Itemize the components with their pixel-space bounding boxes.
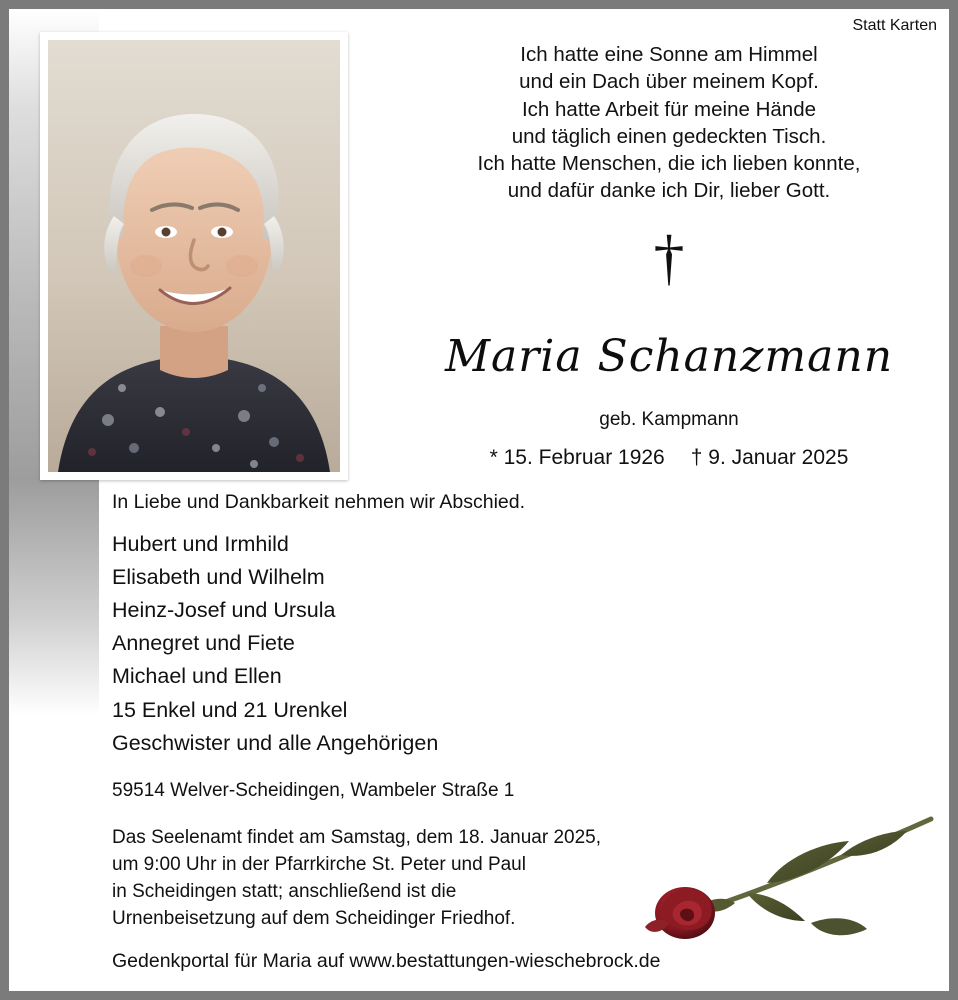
list-item: Hubert und Irmhild (112, 532, 289, 556)
list-item: Elisabeth und Wilhelm (112, 565, 325, 590)
verse-line: und dafür danke ich Dir, lieber Gott. (507, 179, 831, 203)
verse-text (409, 41, 929, 205)
deceased-name: Maria Schanzmann (444, 331, 894, 382)
notice-content (9, 9, 949, 991)
verse-line: und täglich einen gedeckten Tisch. (511, 124, 827, 148)
verse-line: Ich hatte eine Sonne am Himmel (520, 43, 818, 66)
survivors-list (112, 528, 912, 760)
service-line: um 9:00 Uhr in der Pfarrkirche St. Peter und Paul (112, 853, 526, 875)
birth-date: * 15. Februar 1926 (489, 446, 665, 469)
address-line: 59514 Welver-Scheidingen, Wambeler Straße 1 (112, 779, 515, 801)
portrait-photo (48, 40, 340, 472)
service-line: in Scheidingen statt; anschließend ist die (112, 881, 457, 903)
service-line: Das Seelenamt findet am Samstag, dem 18. Januar 2025, (112, 826, 601, 848)
list-item: Geschwister und alle Angehörigen (112, 730, 439, 755)
farewell-intro: In Liebe und Dankbarkeit nehmen wir Abschied. (112, 491, 526, 513)
memorial-portal-line: Gedenkportal für Maria auf www.bestattungen-wieschebrock.de (112, 950, 661, 973)
service-line: Urnenbeisetzung auf dem Scheidinger Friedhof. (112, 908, 516, 930)
announcement-body (112, 491, 912, 973)
verse-line: und ein Dach über meinem Kopf. (519, 70, 819, 94)
portrait-frame (40, 32, 348, 480)
list-item: 15 Enkel und 21 Urenkel (112, 697, 348, 722)
death-date: † 9. Januar 2025 (690, 446, 849, 469)
list-item: Annegret und Fiete (112, 631, 295, 656)
list-item: Michael und Ellen (112, 664, 282, 689)
service-details (112, 824, 912, 933)
list-item: Heinz-Josef und Ursula (112, 598, 336, 623)
life-dates (409, 446, 929, 470)
verse-line: Ich hatte Arbeit für meine Hände (521, 97, 816, 121)
cross-icon: † (653, 224, 685, 292)
statt-karten-label: Statt Karten (852, 17, 937, 34)
verse-line: Ich hatte Menschen, die ich lieben konnte, (477, 152, 861, 175)
maiden-name: geb. Kampmann (599, 409, 739, 430)
